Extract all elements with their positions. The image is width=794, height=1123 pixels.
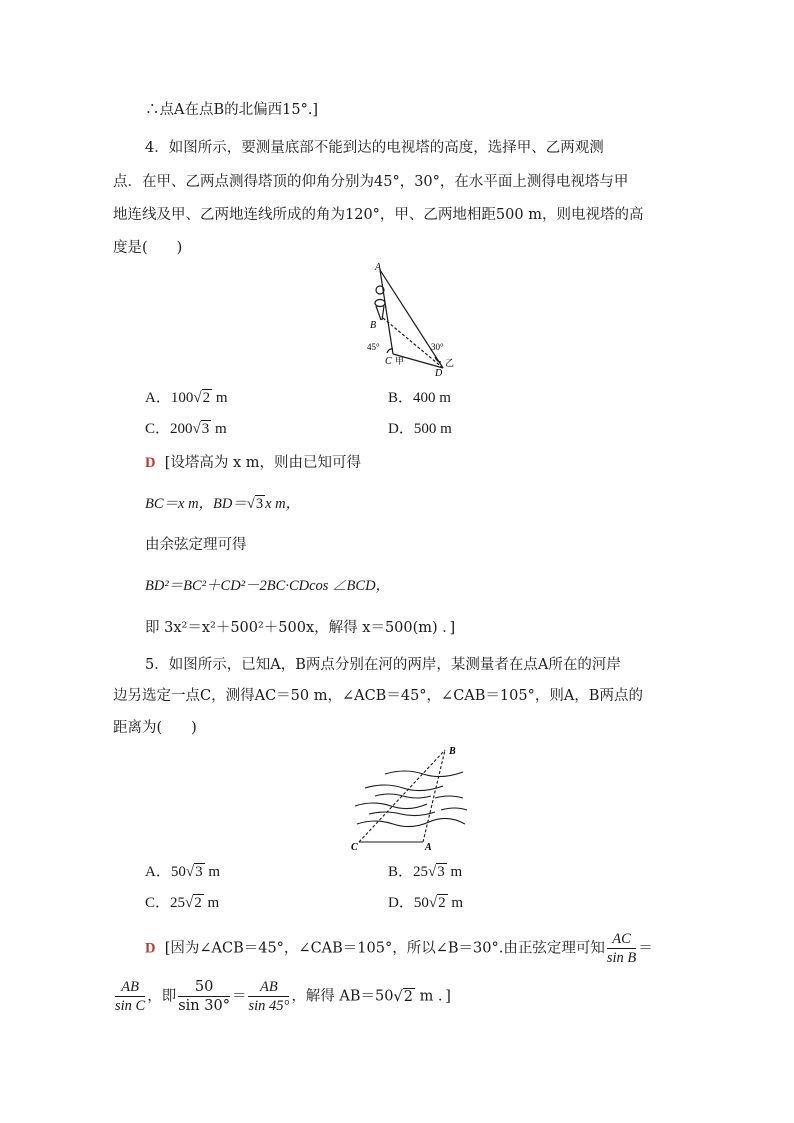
fraction-numerator: AC — [607, 930, 636, 949]
option-unit: m — [215, 421, 227, 437]
option-letter: A． — [145, 864, 171, 880]
label-jia: 甲 — [395, 356, 405, 366]
sqrt-radicand: 2 — [438, 895, 446, 911]
q4-solution-line-3: 由余弦定理可得 — [145, 537, 247, 553]
label-c: C — [385, 356, 392, 367]
option-unit: m — [215, 390, 228, 406]
sqrt-symbol: √3 — [246, 496, 264, 512]
option-value: 100 — [170, 390, 194, 406]
label-b: B — [449, 746, 456, 757]
q5-text-line-1: 5．如图所示，已知A，B两点分别在河的两岸，某测量者在点A所在的河岸 — [145, 657, 621, 673]
label-angle-45: 45° — [367, 342, 380, 352]
option-value: 50 — [170, 864, 186, 880]
sqrt-radicand: 2 — [202, 390, 211, 406]
q4-solution-line-5: 即 3x²＝x²＋500²＋500x，解得 x＝500(m) ．] — [145, 620, 456, 636]
q5-option-c — [145, 891, 219, 912]
fraction-ac-over-sinb — [607, 930, 636, 967]
river-wave — [441, 808, 467, 810]
q5-solution-text: m ．] — [414, 988, 451, 1005]
fraction-denominator: sin 45° — [248, 998, 290, 1014]
option-value: 500 m — [413, 421, 452, 437]
label-a: A — [375, 262, 382, 273]
fraction-denominator: sin C — [115, 998, 146, 1014]
label-yi: 乙 — [445, 358, 455, 368]
prev-answer-tail: ∴点A在点B的北偏西15°.] — [145, 102, 319, 118]
q4-answer-letter: D — [145, 455, 156, 471]
label-d: D — [435, 368, 443, 378]
q5-solution-text: ，即 — [147, 988, 177, 1005]
q4-solution-text: x m， — [265, 496, 301, 512]
option-letter: B． — [388, 864, 414, 880]
q4-text-line-3: 地连线及甲、乙两地连线所成的角为120°，甲、乙两地相距500 m，则电视塔的高 — [113, 207, 644, 223]
option-value: 50 — [413, 895, 429, 911]
sqrt-symbol: √2 — [393, 988, 413, 1005]
fraction-denominator: sin 30° — [178, 998, 230, 1014]
river-wave — [435, 796, 463, 798]
sqrt-radicand: 3 — [195, 864, 203, 880]
q5-river-figure — [345, 740, 475, 852]
tower-bulb-lower — [375, 300, 385, 307]
q4-option-c — [145, 417, 227, 438]
q5-solution-line-2 — [113, 978, 451, 1015]
option-unit: m — [207, 895, 220, 911]
q5-option-a — [145, 860, 220, 881]
label-angle-30: 30° — [431, 342, 444, 352]
q5-text-line-2: 边另选定一点C，测得AC＝50 m，∠ACB＝45°，∠CAB＝105°，则A，B两点的 — [113, 688, 643, 704]
option-letter: D． — [388, 421, 414, 437]
sqrt-symbol: √2 — [193, 390, 211, 406]
river-wave — [375, 794, 431, 798]
q5-option-d — [388, 891, 463, 912]
q4-solution-text: BC＝x m，BD＝ — [145, 496, 247, 512]
sqrt-radicand: 3 — [255, 496, 264, 512]
option-value: 25 — [413, 864, 429, 880]
river-wave — [369, 812, 435, 816]
option-value: 25 — [170, 895, 186, 911]
sqrt-symbol: √2 — [428, 895, 446, 911]
q4-tower-figure — [355, 258, 475, 378]
q4-solution-text: [设塔高为 x m，则由已知可得 — [164, 455, 362, 471]
q4-option-b — [388, 386, 451, 407]
q4-text-line-1: 4．如图所示，要测量底部不能到达的电视塔的高度，选择甲、乙两观测 — [145, 140, 604, 156]
option-unit: m — [451, 895, 463, 911]
option-value: 200 — [170, 421, 193, 437]
equals-sign: ＝ — [231, 988, 247, 1005]
sqrt-symbol: √3 — [185, 864, 203, 880]
option-letter: D． — [388, 895, 414, 911]
sqrt-radicand: 2 — [194, 895, 202, 911]
equals-sign: ＝ — [638, 940, 653, 957]
river-wave — [357, 818, 465, 826]
tower-leg-left — [376, 306, 381, 320]
option-value: 400 m — [413, 390, 451, 406]
sqrt-radicand: 3 — [437, 864, 445, 880]
label-a: A — [425, 842, 432, 852]
q5-option-b — [388, 860, 462, 881]
q5-solution-line-1 — [145, 930, 653, 967]
fraction-ab-over-sin45 — [248, 978, 289, 1015]
q5-solution-text: [因为∠ACB＝45°，∠CAB＝105°，所以∠B＝30°.由正弦定理可知 — [164, 940, 605, 957]
q4-solution-line-2 — [145, 494, 300, 514]
q4-text-line-2: 点．在甲、乙两点测得塔顶的仰角分别为45°，30°，在水平面上测得电视塔与甲 — [113, 174, 629, 190]
q4-option-a — [145, 386, 228, 407]
option-letter: B． — [388, 390, 414, 406]
fraction-denominator: sin B — [606, 950, 637, 966]
sqrt-radicand: 2 — [403, 988, 413, 1005]
dashed-ac — [380, 270, 393, 354]
q4-option-d — [388, 417, 452, 438]
fraction-numerator: AB — [115, 978, 145, 997]
label-b: B — [370, 320, 377, 331]
fraction-numerator: AB — [248, 978, 289, 997]
option-letter: C． — [145, 895, 171, 911]
q5-solution-text: ，解得 AB＝50 — [291, 988, 394, 1005]
option-letter: A． — [145, 390, 171, 406]
q5-answer-letter: D — [145, 940, 156, 957]
sqrt-radicand: 3 — [201, 421, 210, 437]
fraction-50-over-sin30 — [178, 978, 230, 1015]
q4-solution-line-4: BD²＝BC²＋CD²－2BC·CDcos ∠BCD， — [145, 578, 391, 594]
sqrt-symbol: √2 — [185, 895, 202, 911]
fraction-ab-over-sinc — [115, 978, 145, 1015]
option-unit: m — [208, 864, 220, 880]
q4-text-line-4: 度是( ) — [113, 240, 183, 256]
option-letter: C． — [145, 421, 171, 437]
sqrt-symbol: √3 — [428, 864, 445, 880]
label-c: C — [351, 842, 358, 852]
tower-edge-ad — [380, 270, 443, 368]
sqrt-symbol: √3 — [192, 421, 210, 437]
fraction-numerator: 50 — [178, 978, 230, 997]
q5-text-line-3: 距离为( ) — [113, 720, 197, 736]
river-wave — [365, 785, 443, 791]
option-unit: m — [450, 864, 463, 880]
q4-solution-line-1 — [145, 453, 361, 473]
